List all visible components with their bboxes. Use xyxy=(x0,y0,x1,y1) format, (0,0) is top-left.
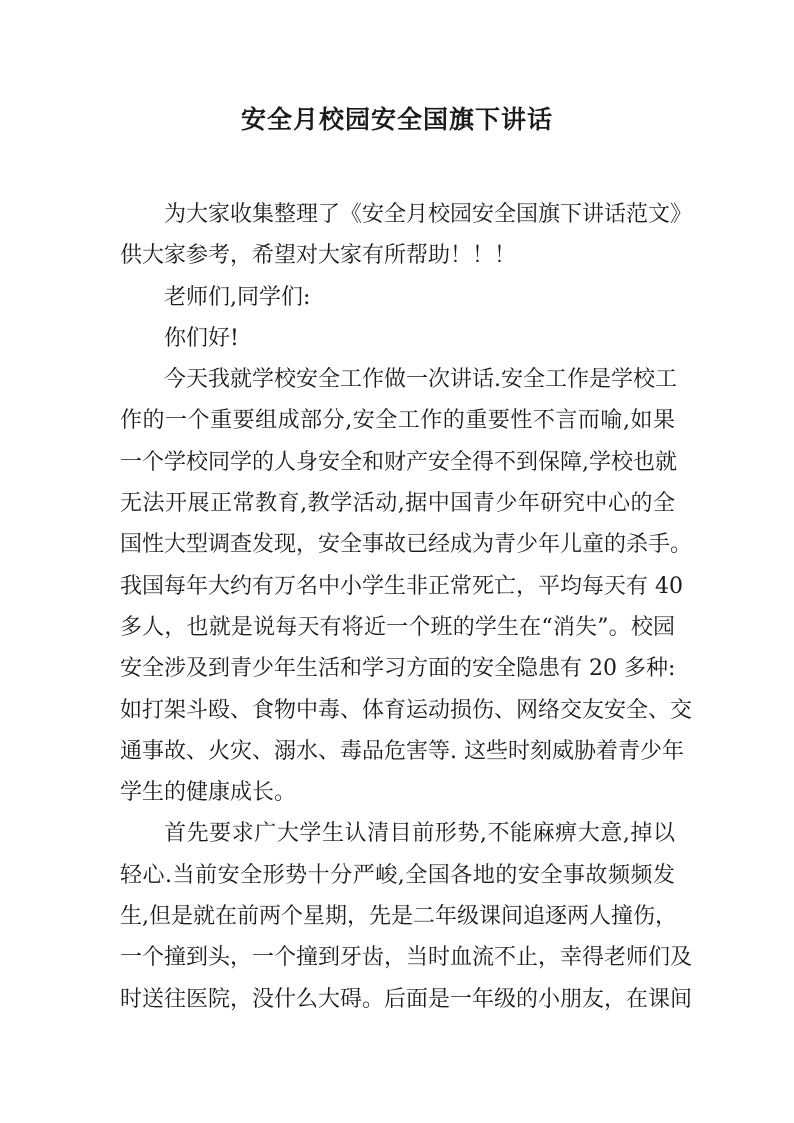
text-line: 多人，也就是说每天有将近一个班的学生在“消失”。校园 xyxy=(120,614,675,640)
text-line: 首先要求广大学生认清目前形势,不能麻痹大意,掉以 xyxy=(164,821,675,847)
text-line: 为大家收集整理了《安全月校园安全国旗下讲话范文》 xyxy=(164,202,693,227)
text-line: 生,但是就在前两个星期，先是二年级课间追逐两人撞伤， xyxy=(120,904,677,930)
paragraph-salutation xyxy=(120,281,675,322)
text-line: 国性大型调查发现，安全事故已经成为青少年儿童的杀手。 xyxy=(120,532,693,558)
text-line: 学生的健康成长。 xyxy=(120,780,297,806)
text-line: 供大家参考，希望对大家有所帮助！！！ xyxy=(120,243,517,269)
text-line: 作的一个重要组成部分,安全工作的重要性不言而喻,如果 xyxy=(120,408,675,434)
text-line: 如打架斗殴、食物中毒、体育运动损伤、网络交友安全、交 xyxy=(120,697,693,723)
text-line: 安全涉及到青少年生活和学习方面的安全隐患有 20 多种: xyxy=(120,656,676,682)
text-line: 老师们,同学们: xyxy=(164,284,311,310)
document-title: 安全月校园安全国旗下讲话 xyxy=(240,105,553,134)
text-line: 今天我就学校安全工作做一次讲话.安全工作是学校工 xyxy=(164,367,677,393)
paragraph-intro xyxy=(120,198,693,281)
text-line: 无法开展正常教育,教学活动,据中国青少年研究中心的全 xyxy=(120,491,675,517)
text-line: 我国每年大约有万名中小学生非正常死亡，平均每天有 40 xyxy=(120,573,683,599)
text-line: 你们好! xyxy=(164,325,239,351)
paragraph-greeting xyxy=(120,322,675,363)
text-line: 一个撞到头，一个撞到牙齿，当时血流不止，幸得老师们及 xyxy=(120,945,693,971)
text-line: 一个学校同学的人身安全和财产安全得不到保障,学校也就 xyxy=(120,449,677,475)
paragraph-first-point xyxy=(120,817,693,1023)
text-line: 轻心.当前安全形势十分严峻,全国各地的安全事故频频发 xyxy=(120,862,675,888)
paragraph-main xyxy=(120,363,693,817)
text-line: 通事故、火灾、溺水、毒品危害等. 这些时刻威胁着青少年 xyxy=(120,738,684,764)
text-line: 时送往医院，没什么大碍。后面是一年级的小朋友，在课间 xyxy=(120,986,693,1012)
document-body xyxy=(120,198,693,1024)
